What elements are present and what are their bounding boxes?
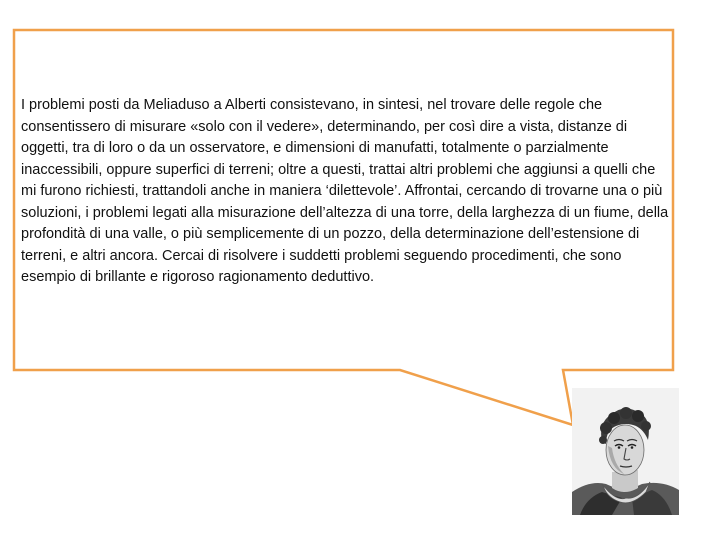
portrait-image	[572, 388, 679, 515]
speech-bubble-text: I problemi posti da Meliaduso a Alberti consistevano, in sintesi, nel trovare delle regole che consentissero di misurare «solo con il vedere», determinando, per così dire a vista, distanze di oggetti, tra di loro o da un osservatore, e dimensioni di manufatti, totalmente o parzialmente inaccessibili, oppure superfici di terreni; oltre a questi, trattai altri problemi che aggiunsi a quelli che mi furono richiesti, trattandoli anche in maniera ‘dilettevole’. Affrontai, cercando di trovarne una o più soluzioni, i problemi legati alla misurazione dell’altezza di una torre, della larghezza di un fiume, della profondità di una valle, o più semplicemente di un pozzo, della determinazione dell’estensione di terreni, e altri ancora. Cercai di risolvere i suddetti problemi seguendo procedimenti, che sono esempio di brillante e rigoroso ragionamento deduttivo.	[21, 97, 669, 285]
